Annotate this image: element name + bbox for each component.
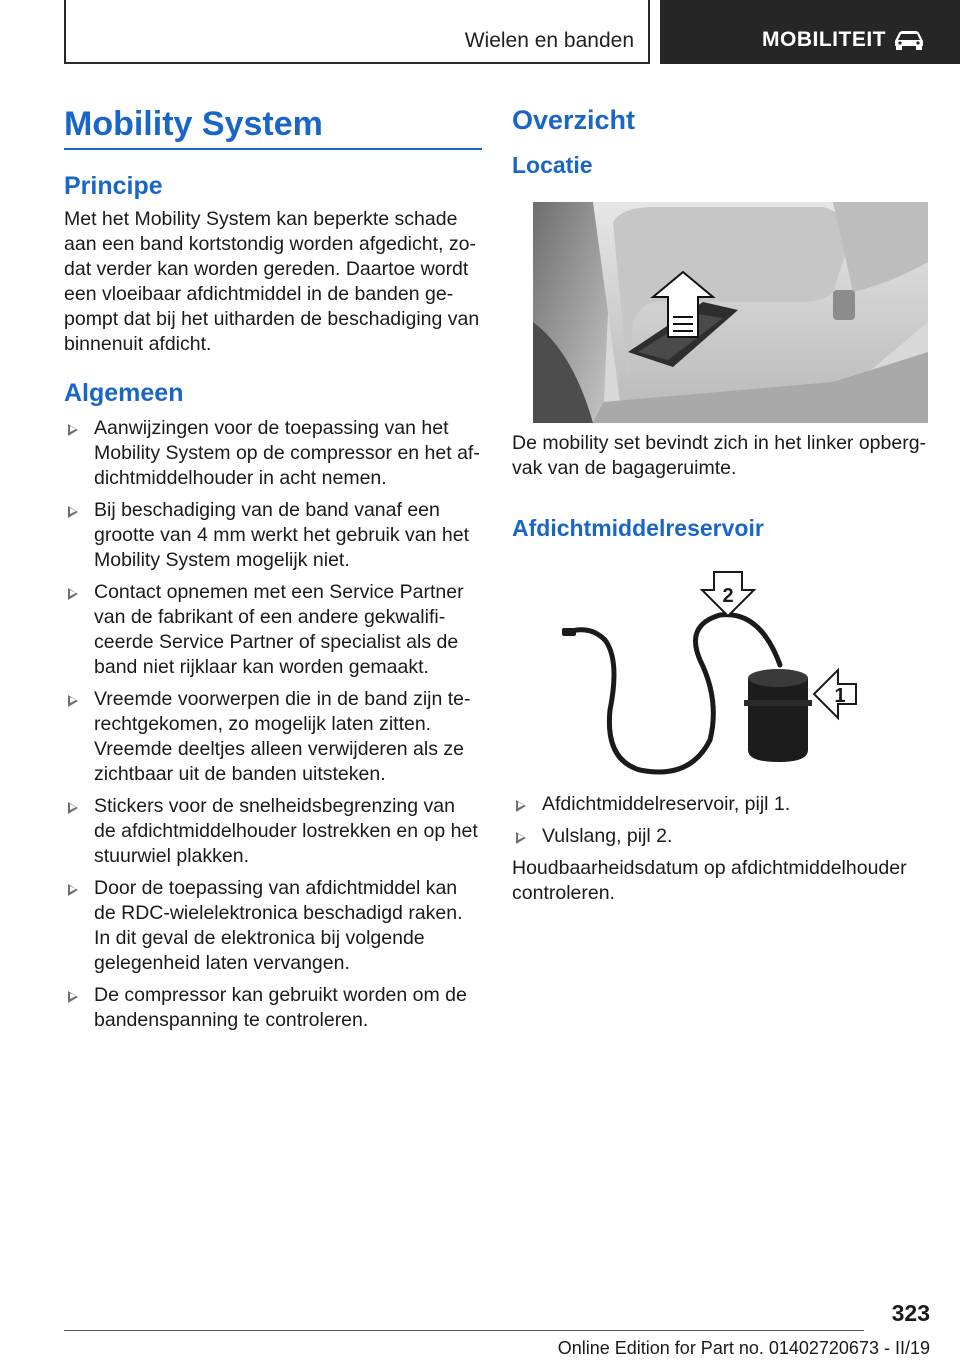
car-icon	[892, 28, 926, 50]
triangle-bullet-icon	[516, 832, 526, 844]
list-item: Afdichtmiddelreservoir, pijl 1.	[512, 792, 930, 817]
algemeen-list	[64, 416, 482, 1033]
list-item: Door de toepassing van afdichtmiddel kan de RDC-wielelektronica beschadigd raken. In dit geval de elektronica bij volgende gelegenheid laten vervangen.	[64, 876, 482, 976]
algemeen-heading: Algemeen	[64, 379, 184, 407]
triangle-bullet-icon	[68, 588, 78, 600]
overzicht-heading: Overzicht	[512, 105, 636, 135]
list-item: Bij beschadiging van de band vanaf een grootte van 4 mm werkt het gebruik van het Mobility System mogelijk niet.	[64, 498, 482, 573]
principe-text: Met het Mobility System kan beperkte schade aan een band kortstondig worden afgedicht, zodat verder kan worden gereden. Daartoe wordt een vloeibaar afdichtmiddel in de banden gepompt dat bij het uitharden de beschadiging van binnenuit afdicht.	[64, 208, 480, 355]
page-number: 323	[891, 1300, 930, 1326]
header-chapter-tab	[660, 0, 960, 64]
arrow-label-2: 2	[722, 585, 734, 607]
triangle-bullet-icon	[68, 506, 78, 518]
principe-heading: Principe	[64, 172, 163, 200]
triangle-bullet-icon	[68, 802, 78, 814]
arrow-label-1: 1	[834, 685, 846, 707]
header-section-title: Wielen en banden	[464, 29, 634, 52]
header-bottom-border	[64, 62, 650, 64]
footer-edition: Online Edition for Part no. 01402720673 - II/19	[557, 1338, 930, 1358]
list-item: Vulslang, pijl 2.	[512, 824, 930, 849]
triangle-bullet-icon	[516, 800, 526, 812]
list-item: De compressor kan gebruikt worden om de bandenspanning te controleren.	[64, 983, 482, 1033]
triangle-bullet-icon	[68, 991, 78, 1003]
locatie-heading: Locatie	[512, 152, 593, 178]
list-item: Vreemde voorwerpen die in de band zijn terechtgekomen, zo mogelijk laten zitten. Vreemde deeltjes alleen verwijderen als ze zichtbaar uit de banden uitsteken.	[64, 687, 482, 787]
list-item: Aanwijzingen voor de toepassing van het Mobility System op de compressor en het afdichtmiddelhouder in acht nemen.	[64, 416, 482, 491]
page-title: Mobility System	[64, 105, 323, 143]
left-column	[64, 100, 482, 1040]
header-chapter-title: MOBILITEIT	[762, 28, 886, 51]
reservoir-heading: Afdichtmiddelreservoir	[512, 515, 764, 541]
list-item: Stickers voor de snelheidsbegrenzing van de afdichtmiddelhouder lostrekken en op het stuurwiel plakken.	[64, 794, 482, 869]
list-item: Contact opnemen met een Service Partner van de fabrikant of een andere gekwalificeerde Service Partner of specialist als de band niet rijklaar kan worden gemaakt.	[64, 580, 482, 680]
triangle-bullet-icon	[68, 884, 78, 896]
sealant-reservoir-diagram	[560, 570, 860, 780]
triangle-bullet-icon	[68, 695, 78, 707]
locatie-caption: De mobility set bevindt zich in het linker opbergvak van de bagageruimte.	[512, 432, 927, 479]
footer-rule	[64, 1330, 864, 1331]
trunk-compartment-photo	[533, 202, 928, 423]
header-separator	[648, 0, 650, 64]
triangle-bullet-icon	[68, 424, 78, 436]
title-rule	[64, 148, 482, 150]
reservoir-note: Houdbaarheidsdatum op afdichtmiddelhouder controleren.	[512, 857, 907, 904]
reservoir-list	[512, 792, 930, 849]
